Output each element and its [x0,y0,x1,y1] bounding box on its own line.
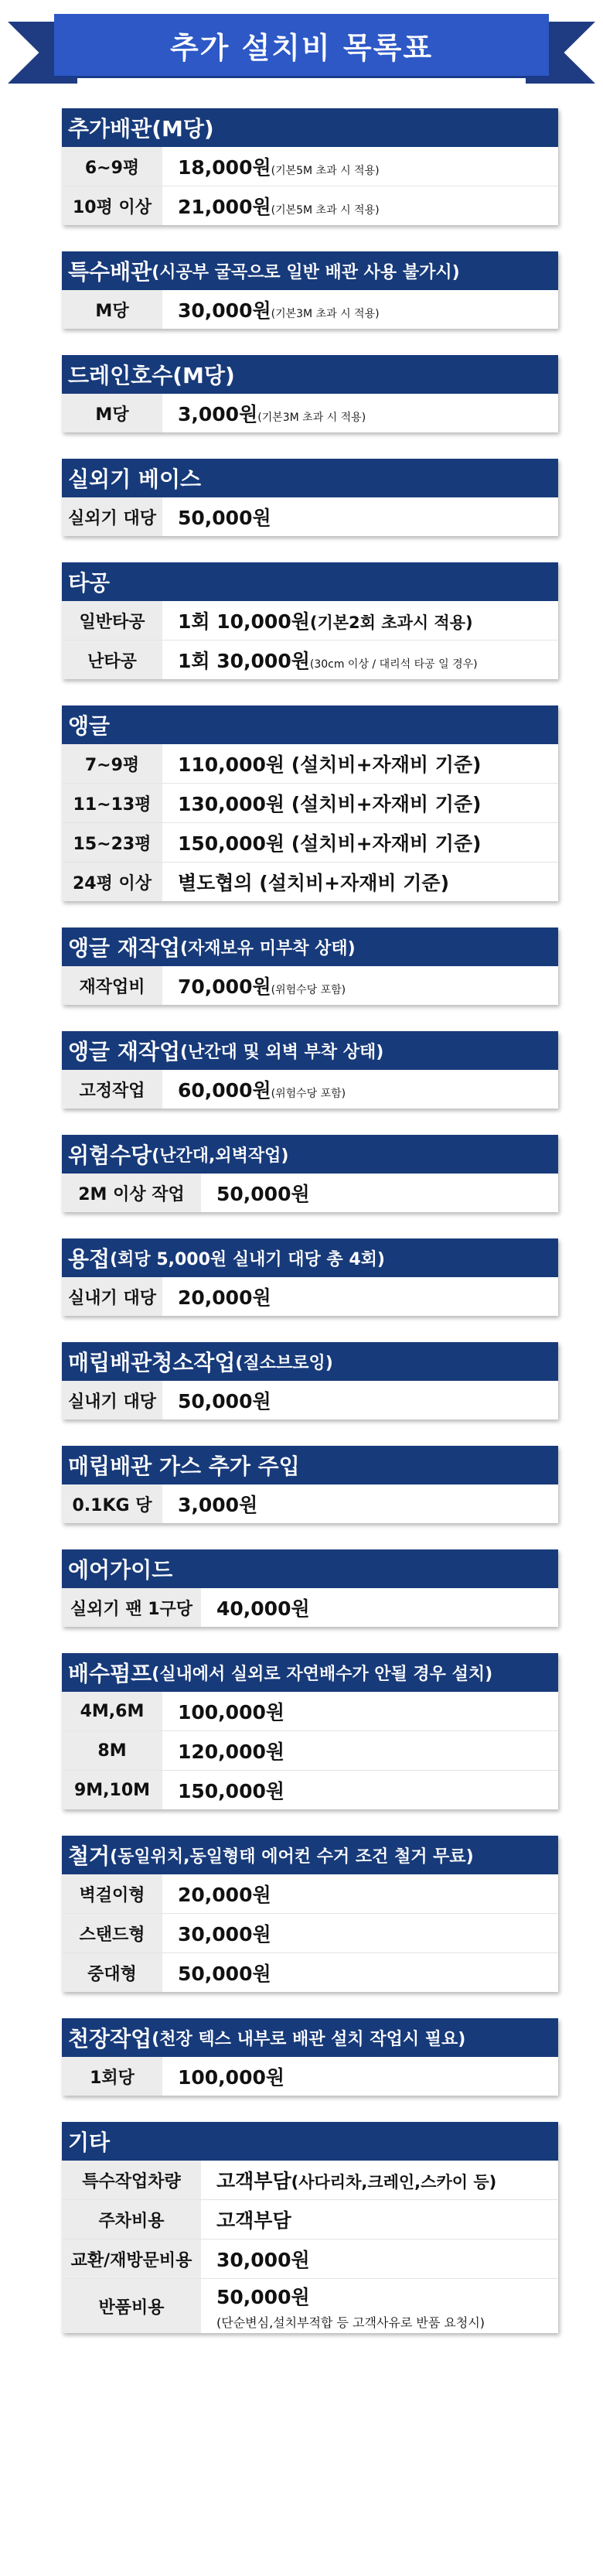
price-row [62,1070,558,1109]
row-label: 11~13평 [62,784,162,822]
section-header [62,1135,558,1174]
price-section [62,1135,558,1212]
price-text: 3,000원 [178,403,258,425]
section-header [62,251,558,290]
price-text: 30,000원 [178,1923,271,1946]
section-header [62,459,558,497]
price-note: (30cm 이상 / 대리석 타공 일 경우) [309,658,478,671]
price-note: (기본5M 초과 시 적용) [271,204,380,217]
price-text: 130,000원 (설치비+자재비 기준) [178,793,482,815]
price-section [62,108,558,225]
price-text: 150,000원 (설치비+자재비 기준) [178,832,482,855]
price-section [62,251,558,329]
row-value [162,1776,284,1804]
section-title: 위험수당 [68,1143,152,1168]
price-section [62,1342,558,1420]
row-label: 24평 이상 [62,863,162,901]
row-value [162,1386,271,1414]
price-row [62,784,558,823]
row-value [162,399,366,427]
section-subtitle: (난간대,외벽작업) [152,1146,289,1166]
row-label: 실외기 팬 1구당 [62,1588,201,1627]
price-text: 30,000원 [216,2249,310,2271]
row-value [162,503,271,531]
price-text: 60,000원 [178,1079,271,1102]
row-label: 10평 이상 [62,186,162,225]
row-label: 특수작업차량 [62,2161,201,2199]
price-row [62,1874,558,1914]
section-subtitle: (동일위치,동일형태 에어컨 수거 조건 철거 무료) [110,1847,474,1867]
row-label: 15~23평 [62,823,162,862]
price-text: 고객부담 [216,2170,291,2192]
row-value [162,1283,271,1310]
price-note: (위험수당 포함) [271,1088,346,1100]
section-title: 실외기 베이스 [68,466,202,492]
price-text: 20,000원 [178,1286,271,1309]
row-label: M당 [62,394,162,432]
price-text: 50,000원 [178,1963,271,1985]
row-value [162,192,380,220]
price-section [62,1238,558,1316]
section-header [62,2018,558,2057]
section-title: 철거 [68,1843,111,1869]
price-row [62,1953,558,1992]
section-title: 타공 [68,570,111,596]
price-row [62,2200,558,2239]
price-text: 별도협의 (설치비+자재비 기준) [178,872,450,894]
section-title: 용접 [68,1246,111,1272]
row-label: 1회당 [62,2057,162,2096]
section-title: 기타 [68,2130,111,2155]
price-note: (기본5M 초과 시 적용) [271,165,380,177]
price-section [62,928,558,1005]
value-stack [216,2282,485,2331]
section-header [62,1446,558,1484]
row-value [162,1959,271,1987]
row-value [162,1490,257,1518]
section-title: 앵글 재작업 [68,935,180,961]
price-condition: (사다리차,크레인,스카이 등) [291,2173,497,2192]
row-label: 4M,6M [62,1692,162,1730]
price-text: 50,000원 [216,1183,310,1205]
price-row [62,1174,558,1212]
row-label: 9M,10M [62,1771,162,1809]
row-value [201,2205,291,2233]
row-value [162,1075,346,1103]
section-subtitle: (회당 5,000원 실내기 대당 총 4회) [110,1249,385,1269]
price-row [62,744,558,784]
section-title: 추가배관(M당) [68,116,214,142]
price-text: 3,000원 [178,1494,258,1516]
row-label: 중대형 [62,1953,162,1992]
price-section [62,1446,558,1523]
section-subtitle: (실내에서 실외로 자연배수가 안될 경우 설치) [152,1664,493,1684]
price-section [62,562,558,679]
price-row [62,863,558,901]
price-note: (기본3M 초과 시 적용) [257,412,366,424]
row-label: 0.1KG 당 [62,1484,162,1523]
price-note: (기본3M 초과 시 적용) [271,308,380,320]
price-text: 100,000원 [178,2066,285,2089]
row-value [162,1880,271,1908]
price-row [62,497,558,536]
row-value [162,1919,271,1947]
price-text: 고객부담 [216,2209,291,2232]
price-row [62,186,558,225]
row-value [162,296,380,323]
price-row [62,1692,558,1731]
section-header [62,1342,558,1381]
section-header [62,108,558,147]
price-section [62,1653,558,1809]
row-value [201,1179,310,1207]
section-title: 천장작업 [68,2026,152,2052]
section-header [62,355,558,394]
price-row [62,2161,558,2200]
price-text: 30,000원 [178,299,271,322]
row-value [162,972,346,999]
row-label: 실외기 대당 [62,497,162,536]
row-value [162,2062,284,2090]
section-header [62,1031,558,1070]
price-row [62,147,558,186]
price-row [62,1914,558,1953]
section-title: 에어가이드 [68,1557,173,1583]
price-section [62,705,558,901]
price-text: 150,000원 [178,1780,285,1802]
row-label: 재작업비 [62,966,162,1005]
section-title: 드레인호수(M당) [68,363,235,388]
price-condition: (기본2회 초과시 적용) [309,613,473,632]
price-row [62,641,558,679]
price-text: 120,000원 [178,1741,285,1763]
price-text: 20,000원 [178,1884,271,1906]
price-text: 50,000원 [178,1390,271,1413]
section-subtitle: (자재보유 미부착 상태) [180,938,356,958]
price-section [62,1031,558,1109]
price-text: 100,000원 [178,1701,285,1724]
price-row [62,1731,558,1771]
price-row [62,394,558,432]
price-row [62,823,558,863]
section-title: 특수배관 [68,259,152,285]
row-label: 6~9평 [62,147,162,186]
section-header [62,928,558,966]
row-value [201,1594,310,1621]
price-row [62,1484,558,1523]
price-text: 21,000원 [178,196,271,218]
price-text: 40,000원 [216,1597,310,1620]
price-section [62,2018,558,2096]
row-label: 실내기 대당 [62,1381,162,1420]
row-label: 반품비용 [62,2279,201,2333]
row-value [162,152,380,180]
section-subtitle: (질소브로잉) [235,1353,333,1373]
price-row [62,601,558,641]
section-header [62,1653,558,1692]
price-text: 70,000원 [178,975,271,998]
row-label: 7~9평 [62,744,162,783]
row-label: 스탠드형 [62,1914,162,1952]
price-list [62,108,558,2359]
row-value [162,606,473,634]
price-text: 1회 30,000원 [178,650,310,672]
section-header [62,562,558,601]
row-label: 일반타공 [62,601,162,640]
row-value [162,1697,284,1725]
section-title: 배수펌프 [68,1661,152,1686]
price-row [62,1381,558,1420]
price-row [62,2239,558,2279]
row-value [201,2166,496,2194]
row-value [162,750,481,777]
section-subtitle: (난간대 및 외벽 부착 상태) [180,1042,384,1062]
price-text: 110,000원 (설치비+자재비 기준) [178,753,482,776]
row-value [162,1737,284,1765]
row-value [162,789,481,817]
section-header [62,1549,558,1588]
row-label: 교환/재방문비용 [62,2239,201,2278]
price-row [62,966,558,1005]
row-label: 고정작업 [62,1070,162,1109]
section-header [62,705,558,744]
section-header [62,2122,558,2161]
section-header [62,1836,558,1874]
row-label: 벽걸이형 [62,1874,162,1913]
row-label: 8M [62,1731,162,1770]
row-value [162,828,481,856]
row-value [201,2282,485,2331]
price-row [62,2279,558,2333]
section-subtitle: (시공부 굴곡으로 일반 배관 사용 불가시) [152,262,460,282]
price-row [62,290,558,329]
price-section [62,459,558,536]
row-label: 실내기 대당 [62,1277,162,1316]
price-row [62,1588,558,1627]
row-label: 주차비용 [62,2200,201,2239]
price-note: (단순변심,설치부적합 등 고객사유로 반품 요청시) [216,2315,485,2330]
price-text: 18,000원 [178,156,271,179]
row-value [162,646,478,674]
price-text: 1회 10,000원 [178,610,310,633]
section-title: 앵글 재작업 [68,1039,180,1064]
price-row [62,2057,558,2096]
price-section [62,2122,558,2333]
page-title: 추가 설치비 목록표 [54,14,549,76]
price-section [62,1549,558,1627]
price-text: 50,000원 [216,2285,310,2308]
section-title: 앵글 [68,713,111,739]
price-row [62,1771,558,1809]
section-header [62,1238,558,1277]
row-value [162,868,449,896]
row-value [201,2245,310,2273]
row-label: 2M 이상 작업 [62,1174,201,1212]
price-note: (위험수당 포함) [271,984,346,996]
title-banner [0,14,603,87]
price-text: 50,000원 [178,507,271,529]
section-subtitle: (천장 텍스 내부로 배관 설치 작업시 필요) [152,2029,466,2049]
row-label: M당 [62,290,162,329]
price-section [62,1836,558,1992]
section-title: 매립배관 가스 추가 주입 [68,1454,300,1479]
row-label: 난타공 [62,641,162,679]
price-row [62,1277,558,1316]
price-section [62,355,558,432]
section-title: 매립배관청소작업 [68,1350,236,1375]
